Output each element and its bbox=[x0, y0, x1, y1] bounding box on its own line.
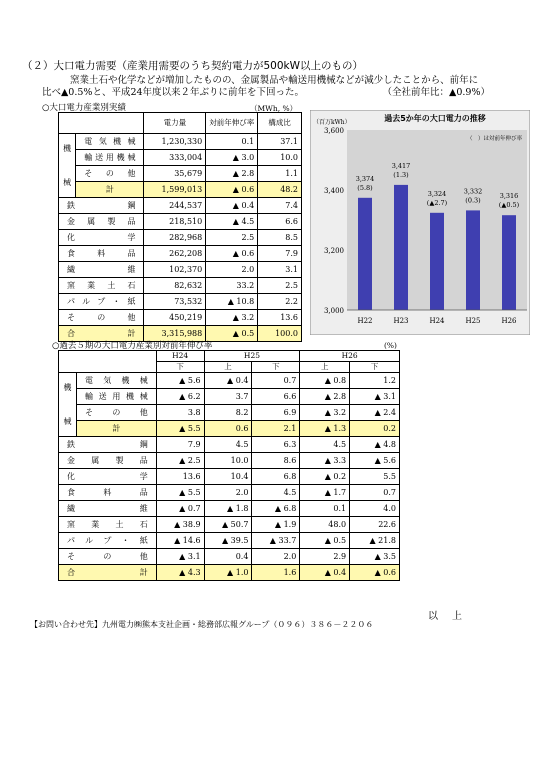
half-header: 下 bbox=[350, 362, 400, 373]
table-cell: ▲ 2.4 bbox=[350, 405, 400, 421]
y-axis-unit: （百万kWh） bbox=[313, 119, 351, 126]
row-label: 食料品 bbox=[59, 246, 144, 262]
group-label-char: 械 bbox=[63, 177, 72, 187]
table-cell: 48.0 bbox=[300, 517, 350, 533]
table-cell: 1,230,330 bbox=[144, 134, 206, 150]
half-header: 下 bbox=[252, 362, 300, 373]
table-cell: 6.8 bbox=[252, 469, 300, 485]
table-cell: ▲ 3.2 bbox=[206, 310, 258, 326]
total-cell: 3,315,988 bbox=[144, 326, 206, 342]
table-cell: 244,537 bbox=[144, 198, 206, 214]
bar-growth-label: (5.8) bbox=[357, 183, 373, 192]
table-cell: 102,370 bbox=[144, 262, 206, 278]
table-cell: ▲ 14.6 bbox=[156, 533, 204, 549]
table-cell: 1.2 bbox=[350, 373, 400, 389]
row-label: 計 bbox=[76, 182, 144, 198]
section-heading: （２）大口電力需要（産業用需要のうち契約電力が500kW以上のもの） bbox=[22, 60, 364, 72]
header-blank bbox=[59, 351, 157, 373]
year-header: H25 bbox=[204, 351, 300, 362]
bar-growth-label: (▲0.5) bbox=[498, 201, 520, 210]
year-header: H24 bbox=[156, 351, 204, 362]
table-cell: 282,968 bbox=[144, 230, 206, 246]
table2-caption: ○過去５期の大口電力産業別対前年伸び率 bbox=[52, 341, 213, 351]
total-cell: ▲ 4.3 bbox=[156, 565, 204, 581]
table-cell: 6.3 bbox=[252, 437, 300, 453]
table-cell: 10.0 bbox=[258, 150, 302, 166]
row-label: 化学 bbox=[59, 469, 157, 485]
table-cell: 262,208 bbox=[144, 246, 206, 262]
row-label: 電気機械 bbox=[76, 134, 144, 150]
table-cell: 0.2 bbox=[350, 421, 400, 437]
bar-h24 bbox=[430, 213, 444, 310]
table-cell: ▲ 6.8 bbox=[252, 501, 300, 517]
total-label: 合計 bbox=[59, 326, 144, 342]
table-cell: 0.1 bbox=[300, 501, 350, 517]
table-cell: 5.5 bbox=[350, 469, 400, 485]
table-cell: ▲ 50.7 bbox=[204, 517, 252, 533]
row-label: そ の 他 bbox=[76, 405, 156, 421]
table-cell: 8.2 bbox=[204, 405, 252, 421]
total-cell: ▲ 0.4 bbox=[300, 565, 350, 581]
row-label: 窯業土石 bbox=[59, 278, 144, 294]
summary-line-2: 比べ▲0.5%と、平成24年度以来２年ぶりに前年を下回った。 bbox=[42, 87, 305, 98]
y-tick-label: 3,000 bbox=[323, 307, 344, 315]
summary-line-1: 窯業土石や化学などが増加したものの、金属製品や輸送用機械などが減少したことから、前年に bbox=[70, 75, 479, 86]
bar-value-label: 3,417 bbox=[391, 161, 411, 170]
contact-info: 【お問い合わせ先】九州電力㈱熊本支社企画・総務部広報グループ（０９６）３８６－２２０６ bbox=[30, 620, 374, 629]
table-cell: 4.5 bbox=[204, 437, 252, 453]
table-cell: 333,004 bbox=[144, 150, 206, 166]
table-cell: ▲ 0.8 bbox=[300, 373, 350, 389]
table-cell: ▲ 0.7 bbox=[156, 501, 204, 517]
x-tick-label: H24 bbox=[429, 317, 445, 325]
row-label: その他 bbox=[59, 310, 144, 326]
row-label: そ の 他 bbox=[76, 166, 144, 182]
closing-mark: 以上 bbox=[428, 611, 476, 622]
table-cell: ▲ 3.0 bbox=[206, 150, 258, 166]
table-cell: 3.7 bbox=[204, 389, 252, 405]
table-cell: ▲ 2.8 bbox=[300, 389, 350, 405]
table-cell: 4.0 bbox=[350, 501, 400, 517]
row-label: その他 bbox=[59, 549, 157, 565]
bar-growth-label: (▲2.7) bbox=[426, 198, 448, 207]
table-cell: ▲ 4.5 bbox=[206, 214, 258, 230]
table1-caption: ○大口電力産業別実績 bbox=[42, 103, 126, 113]
table-cell: 13.6 bbox=[258, 310, 302, 326]
five-year-trend-chart bbox=[310, 110, 530, 335]
total-cell: 100.0 bbox=[258, 326, 302, 342]
row-label: 鉄鋼 bbox=[59, 198, 144, 214]
row-label: 金属製品 bbox=[59, 453, 157, 469]
table-cell: 0.6 bbox=[204, 421, 252, 437]
table-cell: 13.6 bbox=[156, 469, 204, 485]
table-cell: 218,510 bbox=[144, 214, 206, 230]
total-cell: ▲ 0.5 bbox=[206, 326, 258, 342]
table-cell: 2.1 bbox=[252, 421, 300, 437]
half-header: 上 bbox=[204, 362, 252, 373]
table-cell: 1.1 bbox=[258, 166, 302, 182]
table-cell: ▲ 5.6 bbox=[350, 453, 400, 469]
y-tick-label: 3,200 bbox=[323, 247, 344, 255]
bar-h25 bbox=[466, 210, 480, 310]
table-cell: ▲ 2.8 bbox=[206, 166, 258, 182]
column-header: 電力量 bbox=[144, 113, 206, 134]
table-cell: 6.6 bbox=[252, 389, 300, 405]
bar-h26 bbox=[502, 215, 516, 310]
table-cell: 0.1 bbox=[206, 134, 258, 150]
y-tick-label: 3,600 bbox=[323, 127, 344, 135]
table-cell: 37.1 bbox=[258, 134, 302, 150]
chart-title: 過去5か年の大口電力の推移 bbox=[384, 114, 486, 123]
table-cell: ▲ 3.2 bbox=[300, 405, 350, 421]
table-cell: 7.9 bbox=[258, 246, 302, 262]
bar-h23 bbox=[394, 185, 408, 310]
table-cell: ▲ 4.8 bbox=[350, 437, 400, 453]
table-cell: 7.9 bbox=[156, 437, 204, 453]
table-cell: ▲ 38.9 bbox=[156, 517, 204, 533]
bar-growth-label: (0.3) bbox=[465, 196, 481, 205]
row-label: 化学 bbox=[59, 230, 144, 246]
table-cell: 2.0 bbox=[206, 262, 258, 278]
group-label-char: 機 bbox=[63, 143, 72, 153]
row-label: 金属製品 bbox=[59, 214, 144, 230]
row-label: パルプ・紙 bbox=[59, 533, 157, 549]
table-cell: ▲ 5.5 bbox=[156, 421, 204, 437]
bar-value-label: 3,374 bbox=[355, 174, 375, 183]
x-tick-label: H26 bbox=[501, 317, 517, 325]
row-label: 繊維 bbox=[59, 262, 144, 278]
total-cell: ▲ 1.0 bbox=[204, 565, 252, 581]
table-cell: 4.5 bbox=[300, 437, 350, 453]
table-cell: 82,632 bbox=[144, 278, 206, 294]
table-cell: ▲ 1.7 bbox=[300, 485, 350, 501]
x-tick-label: H22 bbox=[357, 317, 373, 325]
table-cell: 6.9 bbox=[252, 405, 300, 421]
table-cell: 8.5 bbox=[258, 230, 302, 246]
y-tick-label: 3,400 bbox=[323, 187, 344, 195]
year-header: H26 bbox=[300, 351, 400, 362]
table-cell: 6.6 bbox=[258, 214, 302, 230]
machinery-group-label bbox=[59, 134, 76, 198]
x-tick-label: H23 bbox=[393, 317, 409, 325]
group-label-char: 械 bbox=[63, 416, 72, 426]
table-cell: 7.4 bbox=[258, 198, 302, 214]
bar-value-label: 3,316 bbox=[499, 192, 519, 201]
results-table bbox=[58, 112, 302, 342]
table-cell: ▲ 0.2 bbox=[300, 469, 350, 485]
row-label: 電気機械 bbox=[76, 373, 156, 389]
table-cell: ▲ 0.6 bbox=[206, 182, 258, 198]
company-growth-note: （全社前年比：▲0.9%） bbox=[382, 87, 490, 98]
row-label: パルプ・紙 bbox=[59, 294, 144, 310]
table-cell: 48.2 bbox=[258, 182, 302, 198]
bar-value-label: 3,324 bbox=[427, 189, 447, 198]
row-label: 計 bbox=[76, 421, 156, 437]
table-cell: 73,532 bbox=[144, 294, 206, 310]
row-label: 繊維 bbox=[59, 501, 157, 517]
bar-growth-label: (1.3) bbox=[393, 170, 409, 179]
table-cell: 10.0 bbox=[204, 453, 252, 469]
table-cell: 2.2 bbox=[258, 294, 302, 310]
group-label-char: 機 bbox=[63, 382, 72, 392]
table1-unit: （MWh, %） bbox=[250, 104, 298, 113]
table-cell: 3.8 bbox=[156, 405, 204, 421]
table-cell: 35,679 bbox=[144, 166, 206, 182]
total-cell: 1.6 bbox=[252, 565, 300, 581]
header-blank bbox=[59, 113, 144, 134]
table-cell: ▲ 5.5 bbox=[156, 485, 204, 501]
table-cell: 22.6 bbox=[350, 517, 400, 533]
table-cell: 2.0 bbox=[252, 549, 300, 565]
table-cell: ▲ 3.1 bbox=[350, 389, 400, 405]
table-cell: 2.9 bbox=[300, 549, 350, 565]
table-cell: ▲ 1.8 bbox=[204, 501, 252, 517]
table-cell: ▲ 3.1 bbox=[156, 549, 204, 565]
table-cell: ▲ 33.7 bbox=[252, 533, 300, 549]
table-cell: ▲ 39.5 bbox=[204, 533, 252, 549]
half-header: 下 bbox=[156, 362, 204, 373]
table-cell: ▲ 10.8 bbox=[206, 294, 258, 310]
table-cell: ▲ 0.4 bbox=[206, 198, 258, 214]
x-tick-label: H25 bbox=[465, 317, 481, 325]
table-cell: 3.1 bbox=[258, 262, 302, 278]
table-cell: ▲ 1.9 bbox=[252, 517, 300, 533]
row-label: 窯業土石 bbox=[59, 517, 157, 533]
table-cell: 2.5 bbox=[206, 230, 258, 246]
table-cell: ▲ 1.3 bbox=[300, 421, 350, 437]
row-label: 食料品 bbox=[59, 485, 157, 501]
column-header: 対前年伸び率 bbox=[206, 113, 258, 134]
table-cell: 0.7 bbox=[252, 373, 300, 389]
table-cell: ▲ 0.4 bbox=[204, 373, 252, 389]
column-header: 構成比 bbox=[258, 113, 302, 134]
table-cell: ▲ 6.2 bbox=[156, 389, 204, 405]
table-cell: 10.4 bbox=[204, 469, 252, 485]
table-cell: 8.6 bbox=[252, 453, 300, 469]
table-cell: ▲ 3.5 bbox=[350, 549, 400, 565]
table-cell: 450,219 bbox=[144, 310, 206, 326]
row-label: 輸送用機械 bbox=[76, 150, 144, 166]
table-cell: 33.2 bbox=[206, 278, 258, 294]
total-cell: ▲ 0.6 bbox=[350, 565, 400, 581]
chart-note: （ ）は対前年伸び率 bbox=[466, 136, 522, 142]
table-cell: ▲ 3.3 bbox=[300, 453, 350, 469]
table-cell: ▲ 0.6 bbox=[206, 246, 258, 262]
bar-value-label: 3,332 bbox=[463, 187, 483, 196]
table-cell: ▲ 5.6 bbox=[156, 373, 204, 389]
table-cell: 4.5 bbox=[252, 485, 300, 501]
table-cell: 0.7 bbox=[350, 485, 400, 501]
table-cell: 2.0 bbox=[204, 485, 252, 501]
total-label: 合計 bbox=[59, 565, 157, 581]
table-cell: ▲ 0.5 bbox=[300, 533, 350, 549]
table-cell: 1,599,013 bbox=[144, 182, 206, 198]
table-cell: 0.4 bbox=[204, 549, 252, 565]
half-header: 上 bbox=[300, 362, 350, 373]
table-cell: 2.5 bbox=[258, 278, 302, 294]
growth-rate-table bbox=[58, 350, 400, 581]
table-cell: ▲ 2.5 bbox=[156, 453, 204, 469]
row-label: 鉄鋼 bbox=[59, 437, 157, 453]
table-cell: ▲ 21.8 bbox=[350, 533, 400, 549]
table2-unit: (%) bbox=[384, 341, 397, 350]
row-label: 輸送用機械 bbox=[76, 389, 156, 405]
bar-h22 bbox=[358, 198, 372, 310]
machinery-group-label bbox=[59, 373, 77, 437]
